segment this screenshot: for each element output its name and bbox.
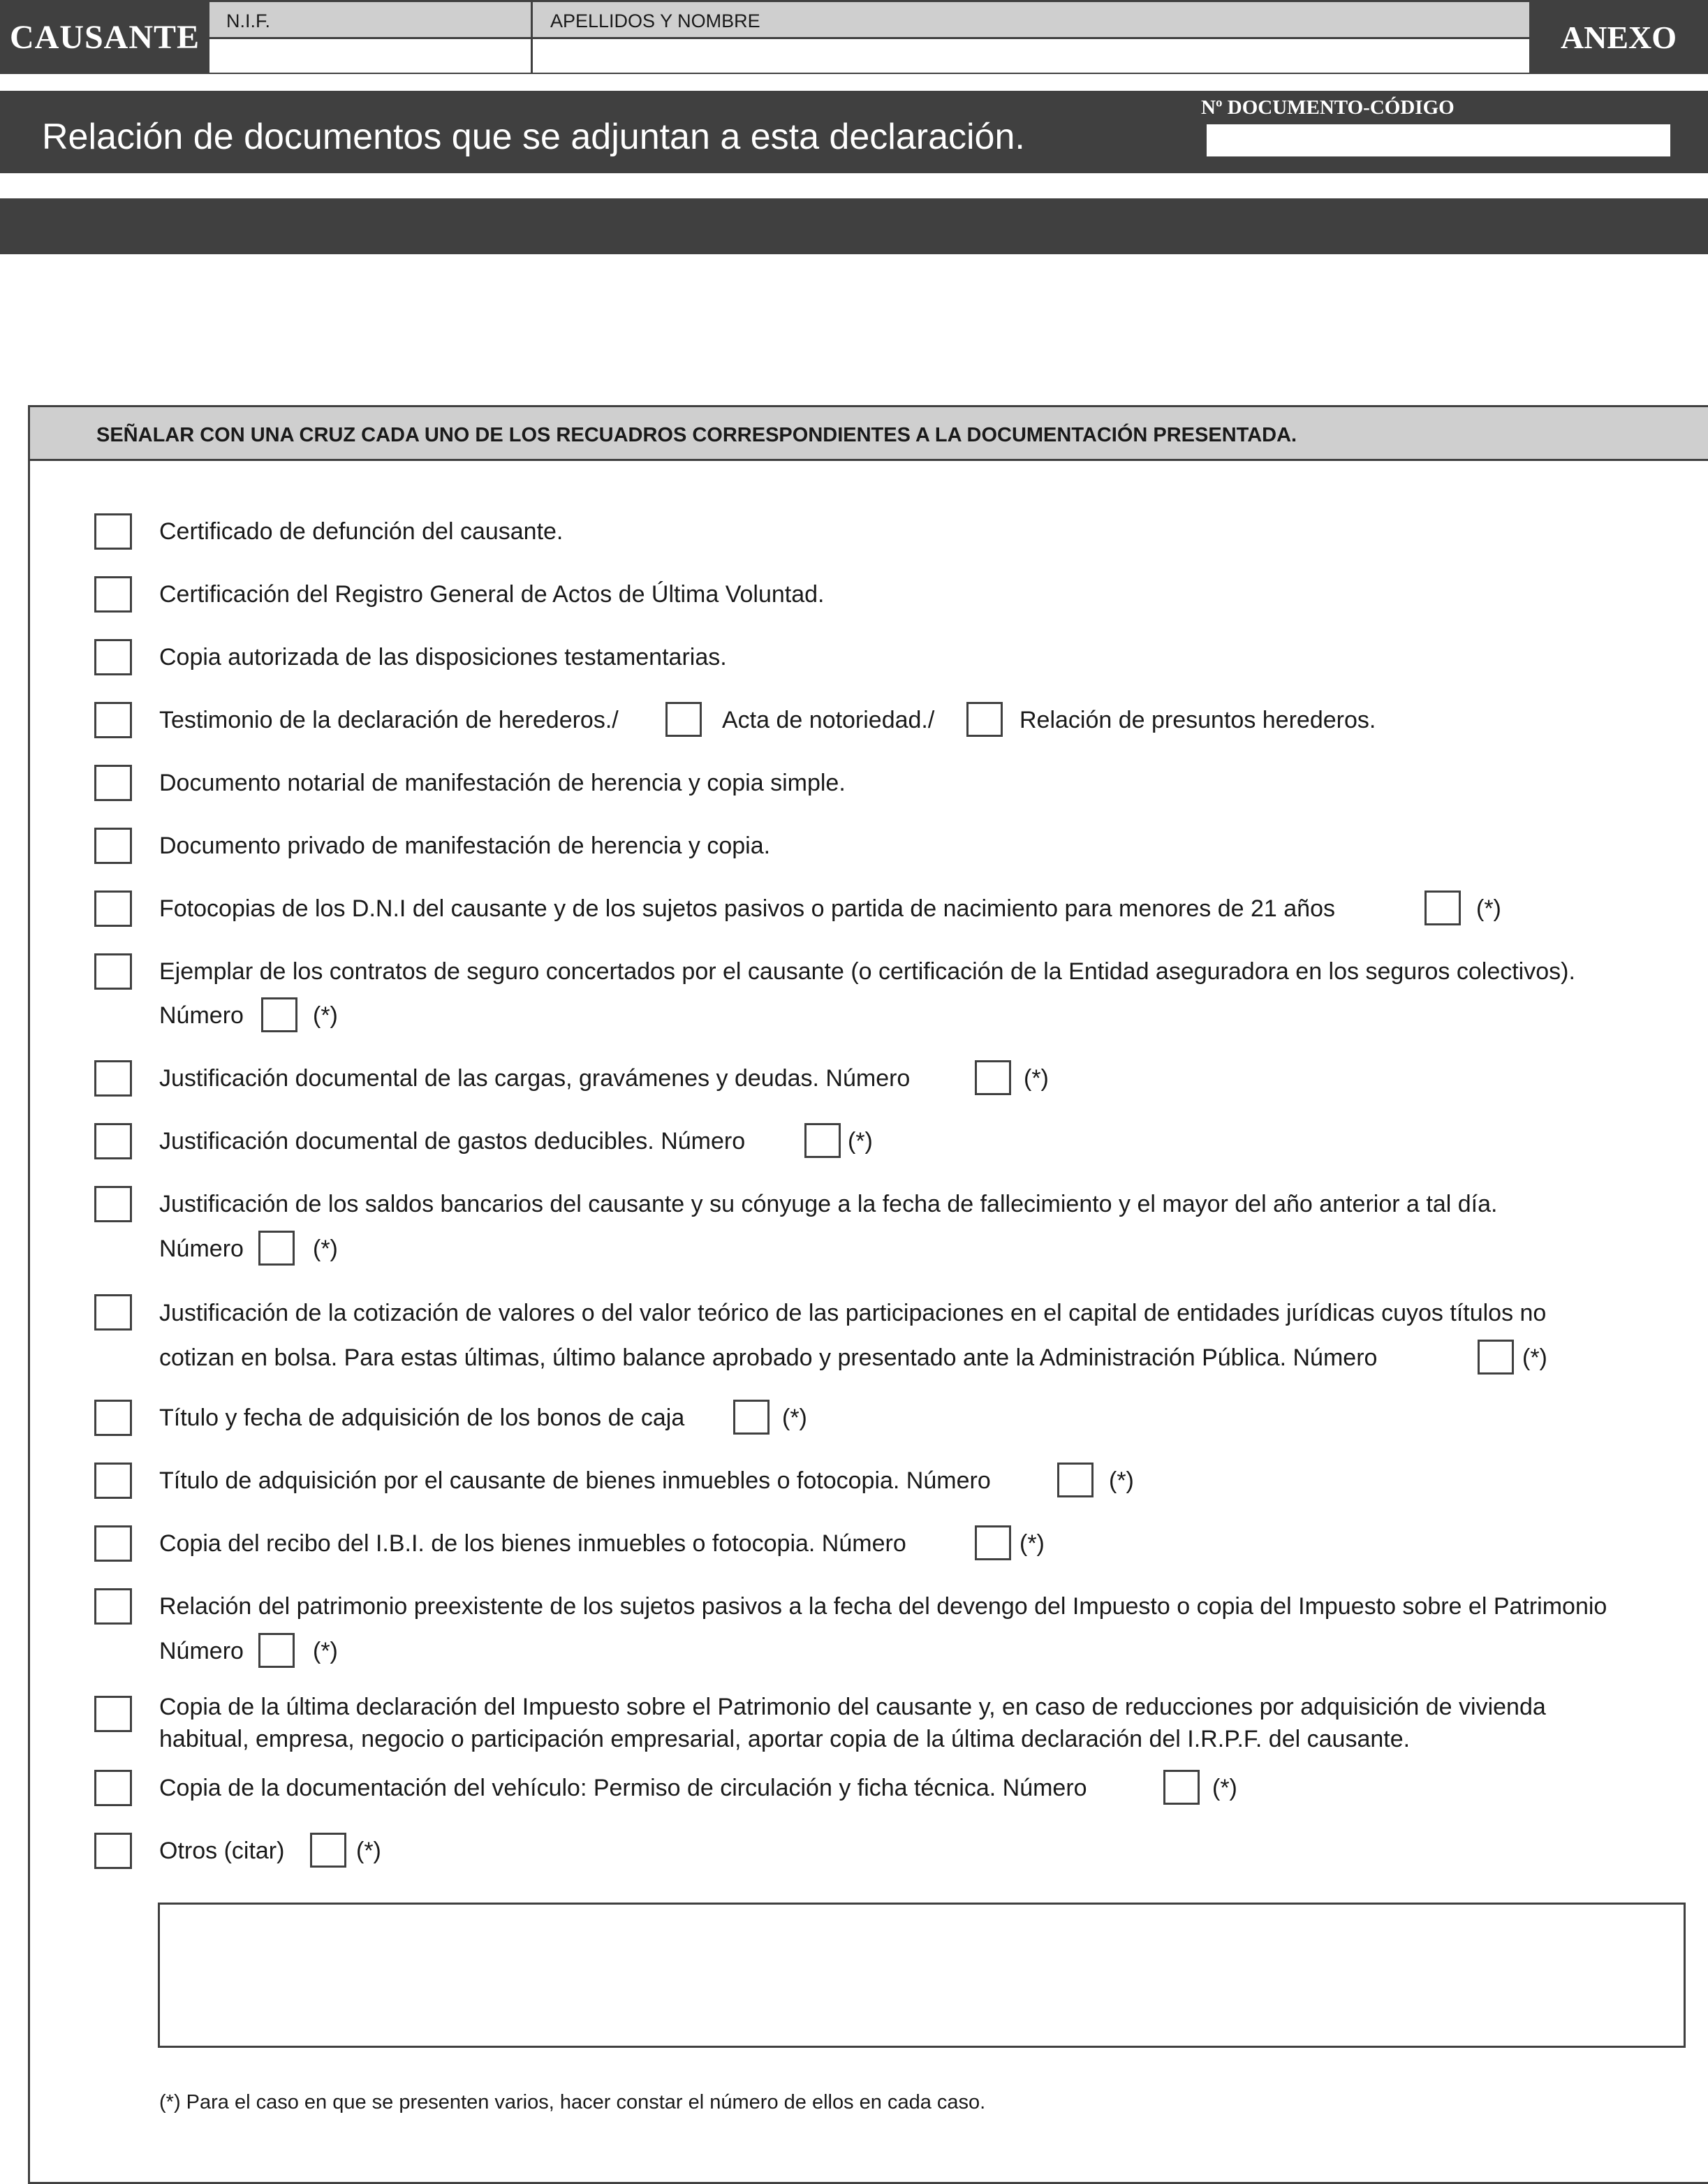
asterisk-note: (*) — [313, 1236, 338, 1262]
checkbox-preexisting-assets[interactable] — [94, 1588, 132, 1625]
section-heading-bar — [30, 407, 1708, 461]
asterisk-note: (*) — [1109, 1467, 1134, 1494]
count-box[interactable] — [804, 1123, 841, 1158]
count-box[interactable] — [261, 997, 297, 1032]
checkbox-charges-debts[interactable] — [94, 1060, 132, 1097]
asterisk-note: (*) — [1019, 1530, 1045, 1557]
asterisk-note: (*) — [313, 1002, 338, 1029]
item-label: Justificación documental de gastos deducibles. Número — [159, 1128, 746, 1155]
checkbox-insurance-contracts[interactable] — [94, 953, 132, 990]
checkbox-bank-balances[interactable] — [94, 1186, 132, 1222]
item-label: Copia del recibo del I.B.I. de los bienes inmuebles o fotocopia. Número — [159, 1530, 906, 1557]
item-label: Copia de la documentación del vehículo: Permiso de circulación y ficha técnica. Número — [159, 1775, 1087, 1801]
checkbox-private-document[interactable] — [94, 828, 132, 864]
checkbox-testamentary-copy[interactable] — [94, 639, 132, 675]
item-label: Documento notarial de manifestación de herencia y copia simple. — [159, 770, 846, 796]
count-box[interactable] — [1057, 1463, 1094, 1497]
item-label: Otros (citar) — [159, 1838, 285, 1864]
item-label-line2: cotizan en bolsa. Para estas últimas, último balance aprobado y presentado ante la Administración Pública. Número — [159, 1344, 1378, 1371]
asterisk-note: (*) — [313, 1638, 338, 1664]
page-title: Relación de documentos que se adjuntan a esta declaración. — [42, 117, 1025, 157]
item-label: Justificación de la cotización de valores o del valor teórico de las participaciones en el capital de entidades jurídicas cuyos títulos no — [159, 1300, 1547, 1326]
causante-fields — [209, 0, 1529, 74]
asterisk-note: (*) — [1024, 1065, 1049, 1092]
checkbox-real-estate-title[interactable] — [94, 1463, 132, 1499]
item-label: Certificación del Registro General de Actos de Última Voluntad. — [159, 581, 825, 608]
nif-field[interactable] — [209, 39, 531, 73]
item-label: Acta de notoriedad./ — [722, 707, 935, 733]
count-box[interactable] — [733, 1400, 770, 1435]
checkbox-last-wealth-tax-return[interactable] — [94, 1696, 132, 1732]
item-label: Título de adquisición por el causante de bienes inmuebles o fotocopia. Número — [159, 1467, 991, 1494]
field-labels-row — [209, 2, 1529, 39]
asterisk-note: (*) — [782, 1405, 807, 1431]
name-field[interactable] — [533, 39, 1529, 73]
item-label: Relación del patrimonio preexistente de los sujetos pasivos a la fecha del devengo del Impuesto o copia del Impuesto sobre el Patrimonio — [159, 1593, 1607, 1620]
count-box[interactable] — [1163, 1770, 1200, 1805]
item-label-line2: Número — [159, 1236, 244, 1262]
asterisk-note: (*) — [1212, 1775, 1237, 1801]
causante-label: CAUSANTE — [0, 0, 209, 74]
item-label: Justificación documental de las cargas, gravámenes y deudas. Número — [159, 1065, 911, 1092]
checkbox-cash-bonds[interactable] — [94, 1400, 132, 1436]
item-label-line2: Número — [159, 1638, 244, 1664]
document-code-label: Nº DOCUMENTO-CÓDIGO — [1201, 96, 1455, 119]
asterisk-note: (*) — [1522, 1344, 1547, 1371]
item-label: Justificación de los saldos bancarios del causante y su cónyuge a la fecha de fallecimiento y el mayor del año anterior a tal día. — [159, 1191, 1498, 1217]
anexo-label: ANEXO — [1529, 0, 1708, 74]
count-box[interactable] — [975, 1525, 1011, 1560]
item-label: Título y fecha de adquisición de los bonos de caja — [159, 1405, 685, 1431]
count-box[interactable] — [258, 1633, 295, 1668]
checkbox-notoriety-act[interactable] — [665, 702, 702, 737]
asterisk-note: (*) — [356, 1838, 381, 1864]
count-box[interactable] — [258, 1231, 295, 1266]
item-label: Documento privado de manifestación de herencia y copia. — [159, 833, 771, 859]
separator-band — [0, 198, 1708, 254]
checkbox-vehicle-documents[interactable] — [94, 1770, 132, 1806]
checkbox-notarial-document[interactable] — [94, 765, 132, 801]
item-label: Relación de presuntos herederos. — [1019, 707, 1376, 733]
item-label-line2: Número — [159, 1002, 244, 1029]
checkbox-deductible-expenses[interactable] — [94, 1123, 132, 1159]
count-box[interactable] — [975, 1060, 1011, 1095]
item-label-line2: habitual, empresa, negocio o participación empresarial, aportar copia de la última declaración del I.R.P.F. del causante. — [159, 1726, 1411, 1752]
checkbox-securities-valuation[interactable] — [94, 1294, 132, 1331]
item-label: Testimonio de la declaración de herederos./ — [159, 707, 619, 733]
count-box[interactable] — [1478, 1340, 1514, 1375]
nif-label: N.I.F. — [226, 10, 271, 31]
section-heading: SEÑALAR CON UNA CRUZ CADA UNO DE LOS RECUADROS CORRESPONDIENTES A LA DOCUMENTACIÓN PRESENTADA. — [96, 424, 1297, 446]
item-label: Certificado de defunción del causante. — [159, 518, 564, 545]
count-box[interactable] — [1424, 891, 1461, 925]
checkbox-id-photocopies[interactable] — [94, 891, 132, 927]
asterisk-note: (*) — [1476, 895, 1501, 922]
title-band — [0, 91, 1708, 173]
others-text-area[interactable] — [158, 1903, 1686, 2048]
checkbox-death-certificate[interactable] — [94, 513, 132, 550]
checkbox-last-will-registry[interactable] — [94, 576, 132, 613]
checkbox-others[interactable] — [94, 1833, 132, 1869]
item-label: Copia autorizada de las disposiciones testamentarias. — [159, 644, 727, 670]
document-code-field[interactable] — [1207, 124, 1670, 156]
item-label: Ejemplar de los contratos de seguro concertados por el causante (o certificación de la Entidad aseguradora en los seguros colectivos). — [159, 958, 1575, 985]
checkbox-heirs-declaration[interactable] — [94, 702, 132, 738]
asterisk-note: (*) — [848, 1128, 873, 1155]
count-box[interactable] — [310, 1833, 346, 1868]
item-label: Fotocopias de los D.N.I del causante y de los sujetos pasivos o partida de nacimiento para menores de 21 años — [159, 895, 1335, 922]
name-label: APELLIDOS Y NOMBRE — [550, 10, 760, 31]
checkbox-ibi-receipt[interactable] — [94, 1525, 132, 1562]
item-label: Copia de la última declaración del Impuesto sobre el Patrimonio del causante y, en caso de reducciones por adquisición de vivienda — [159, 1694, 1546, 1720]
checkbox-presumed-heirs[interactable] — [966, 702, 1003, 737]
footnote: (*) Para el caso en que se presenten varios, hacer constar el número de ellos en cada caso. — [159, 2091, 986, 2113]
